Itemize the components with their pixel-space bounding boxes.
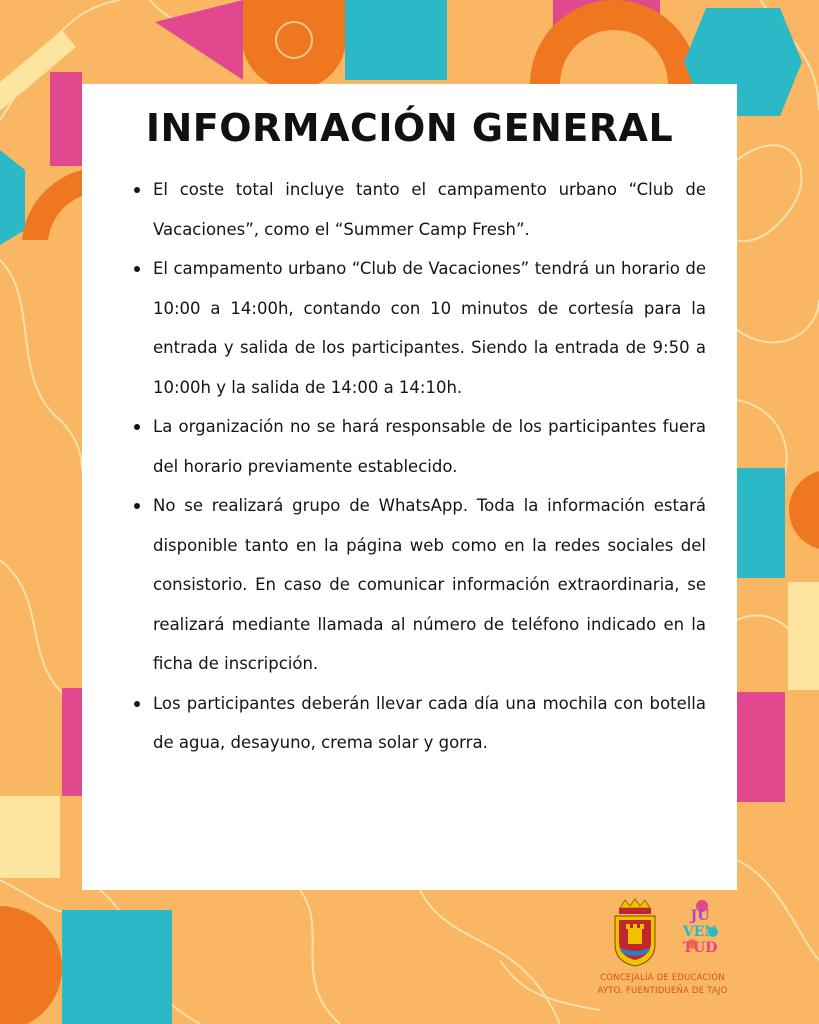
orange-right-circle-shape (789, 470, 819, 550)
pink-right-rect-shape (737, 692, 785, 802)
cream-left-square-shape (0, 796, 60, 878)
coat-of-arms-logo (615, 899, 655, 966)
footer-caption (585, 972, 740, 998)
orange-bottom-left-circle-shape (0, 906, 62, 1024)
teal-bottom-square-shape (62, 910, 172, 1024)
list-item (134, 249, 706, 407)
cream-right-rect-shape (788, 582, 819, 690)
teal-left-hex-shape (0, 150, 25, 245)
page-title: INFORMACIÓN GENERAL (145, 106, 674, 150)
juventud-logo-line3: TUD (682, 940, 718, 956)
info-card (82, 84, 737, 890)
list-item-text: El campamento urbano “Club de Vacaciones” tendrá un horario de 10:00 a 14:00h, contando con 10 minutos de cortesía para la entrada y salida de los participantes. Siendo la entrada de 9:50 a 10:00h y la salida de 14:00 a 14:10h. (153, 259, 706, 397)
list-item (134, 170, 706, 249)
bullet-dot-icon (134, 424, 140, 430)
list-item (134, 684, 706, 763)
bullet-dot-icon (134, 187, 140, 193)
orange-left-arc-shape (22, 170, 82, 240)
list-item-text: La organización no se hará responsable de los participantes fuera del horario previamente establecido. (153, 417, 706, 476)
bullet-dot-icon (134, 266, 140, 272)
list-item-text: No se realizará grupo de WhatsApp. Toda la información estará disponible tanto en la página web como en la redes sociales del consistorio. En caso de comunicar información extraordinaria, se realizará mediante llamada al número de teléfono indicado en la ficha de inscripción. (153, 496, 706, 673)
teal-right-rect-shape (737, 468, 785, 578)
orange-semicircle-shape (243, 0, 345, 90)
list-item (134, 486, 706, 684)
list-item-text: El coste total incluye tanto el campamento urbano “Club de Vacaciones”, como el “Summer Camp Fresh”. (153, 180, 706, 239)
pink-triangle-shape (155, 0, 243, 80)
footer-caption-line1: CONCEJALÍA DE EDUCACIÓN (600, 973, 725, 983)
list-item-text: Los participantes deberán llevar cada día una mochila con botella de agua, desayuno, crema solar y gorra. (153, 693, 706, 752)
pink-left-rect-shape (50, 72, 82, 166)
pink-left-lower-rect-shape (62, 688, 82, 796)
footer-caption-line2: AYTO. FUENTIDUEÑA DE TAJO (597, 986, 728, 996)
juventud-logo-line2: VEN (682, 924, 718, 940)
bullet-dot-icon (134, 503, 140, 509)
bullet-dot-icon (134, 701, 140, 707)
info-list (134, 170, 706, 763)
list-item (134, 407, 706, 486)
juventud-logo-line1: JU (690, 908, 710, 924)
teal-square-shape (345, 0, 447, 80)
juventud-logo (682, 900, 718, 956)
